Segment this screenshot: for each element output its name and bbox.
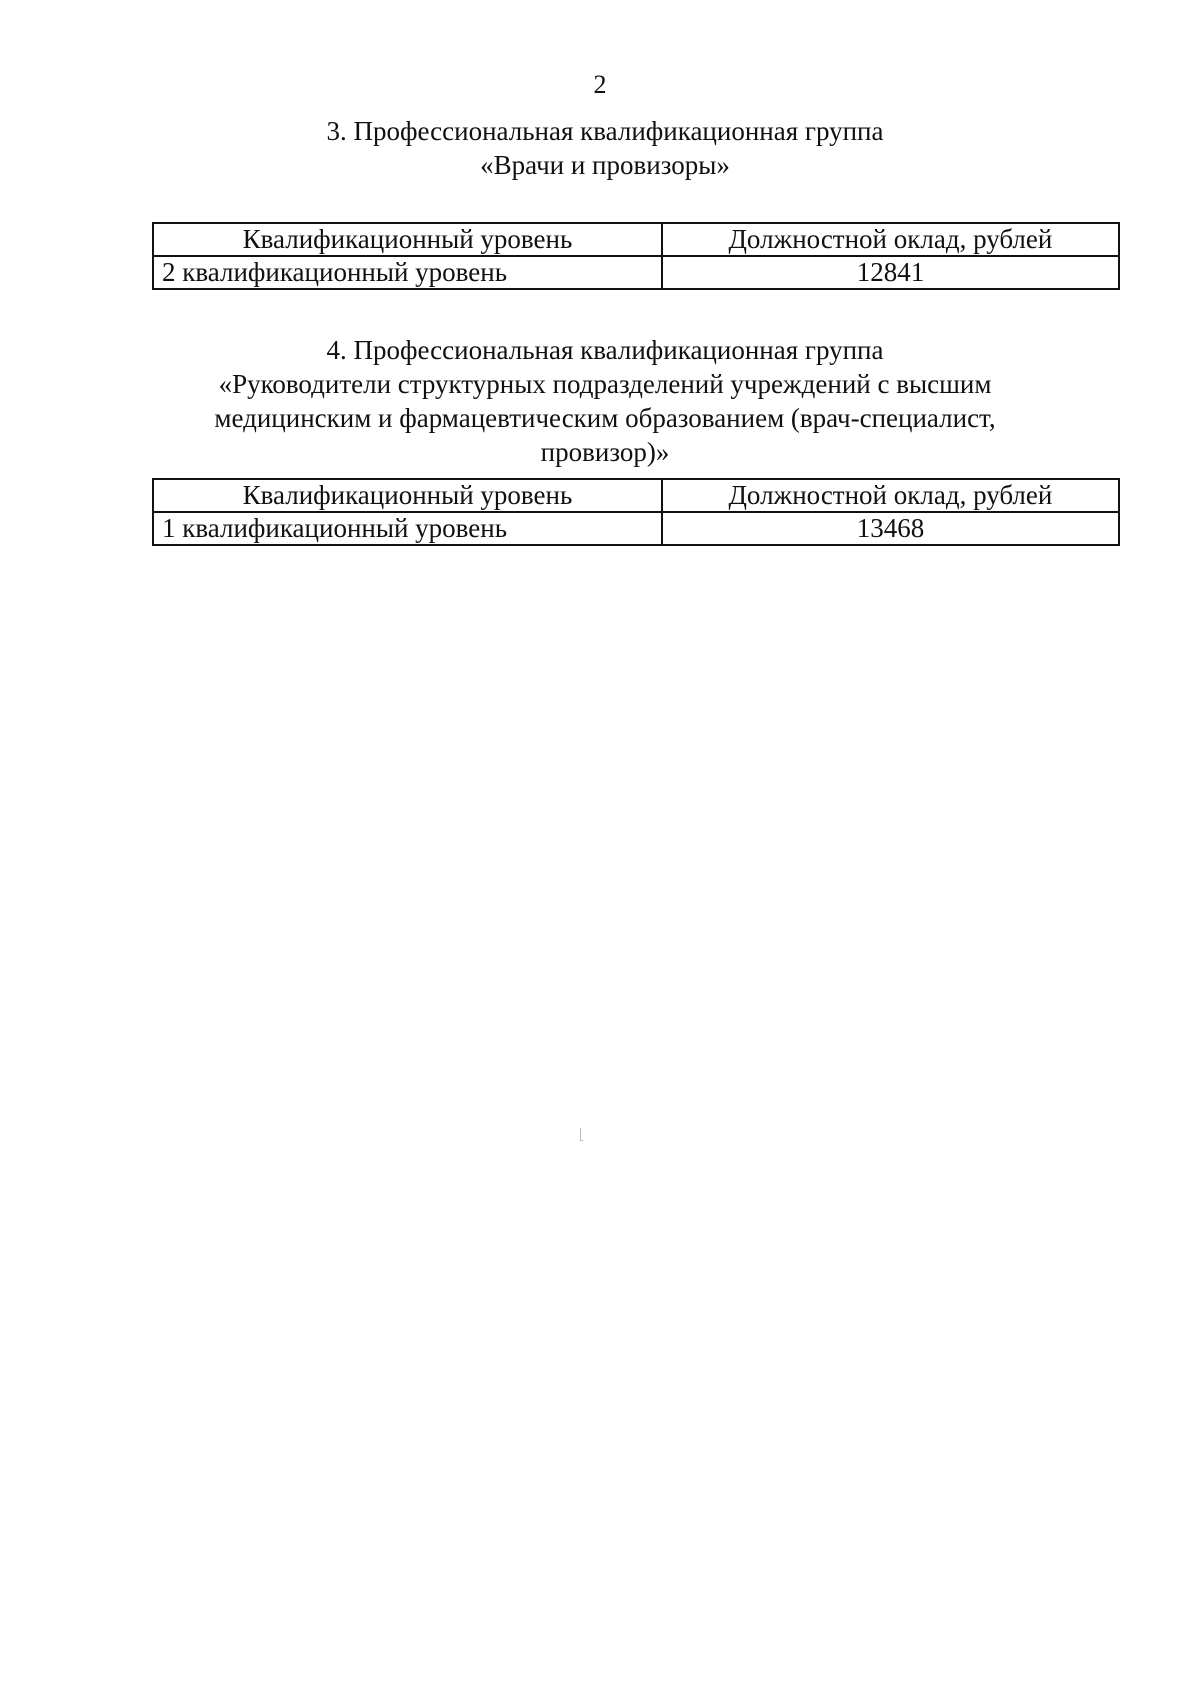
section-4-heading xyxy=(150,333,1060,469)
table-row xyxy=(153,512,1119,545)
section-3-heading xyxy=(150,114,1060,182)
header-qualification-level: Квалификационный уровень xyxy=(153,223,662,256)
section-3-title: 3. Профессиональная квалификационная группа xyxy=(326,116,884,146)
salary-cell: 12841 xyxy=(662,256,1119,289)
section-4-salary-table xyxy=(152,478,1120,546)
header-salary: Должностной оклад, рублей xyxy=(662,479,1119,512)
section-4-group-name-line-2: медицинским и фармацевтическим образованием (врач-специалист, провизор)» xyxy=(214,403,996,467)
section-3-group-name: «Врачи и провизоры» xyxy=(480,150,730,180)
salary-cell: 13468 xyxy=(662,512,1119,545)
header-qualification-level: Квалификационный уровень xyxy=(153,479,662,512)
scan-speck xyxy=(580,1128,583,1141)
qualification-level-cell: 1 квалификационный уровень xyxy=(153,512,662,545)
table-header-row xyxy=(153,479,1119,512)
table-header-row xyxy=(153,223,1119,256)
table-row xyxy=(153,256,1119,289)
section-3-salary-table xyxy=(152,222,1120,290)
section-4-group-name-line-1: «Руководители структурных подразделений учреждений с высшим xyxy=(218,369,992,399)
page-number: 2 xyxy=(593,70,607,99)
section-4-title: 4. Профессиональная квалификационная группа xyxy=(326,335,884,365)
header-salary: Должностной оклад, рублей xyxy=(662,223,1119,256)
qualification-level-cell: 2 квалификационный уровень xyxy=(153,256,662,289)
